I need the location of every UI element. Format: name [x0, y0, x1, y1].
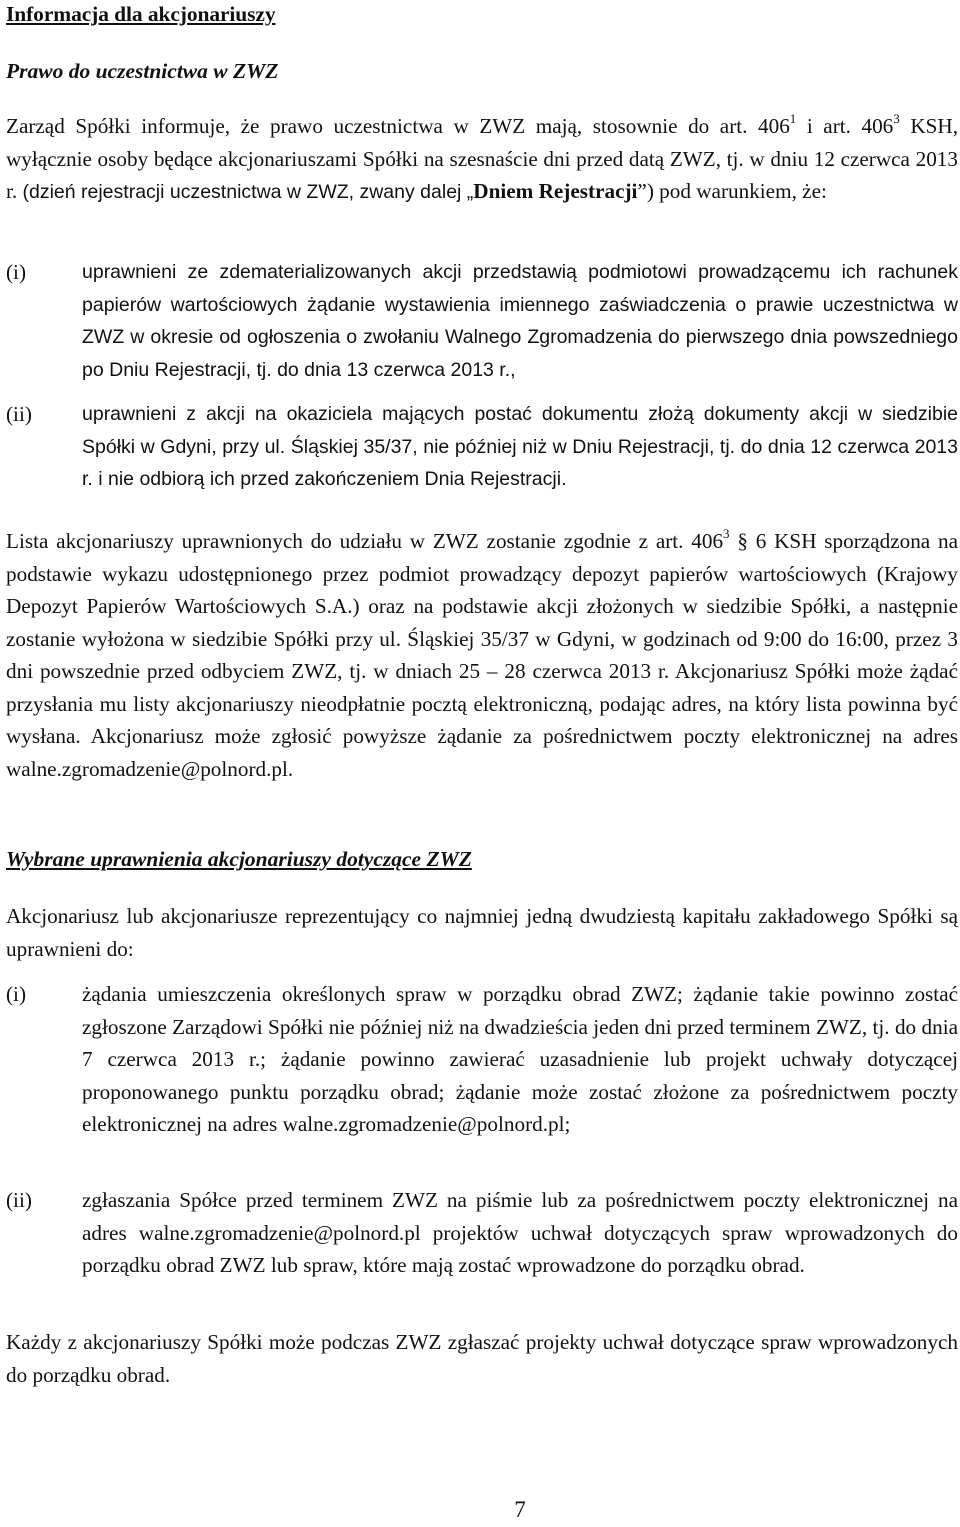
list-item-number: (i) [6, 982, 26, 1006]
intro-text-2: i art. 406 [796, 114, 894, 138]
page-heading: Informacja dla akcjonariuszy [6, 2, 276, 26]
intro-sup-1: 1 [789, 110, 797, 126]
closing-paragraph: Każdy z akcjonariuszy Spółki może podczas ZWZ zgłaszać projekty uchwał dotyczące spraw wprowadzonych do porządku obrad. [6, 1330, 958, 1387]
list-item-text: uprawnieni ze zdematerializowanych akcji przedstawią podmiotowi prowadzącemu ich rachunek papierów wartościowych żądanie wystawienia imiennego zaświadczenia o prawie uczestnictwa w ZWZ w okresie od ogłoszenia o zwołaniu Walnego Zgromadzenia do pierwszego dnia powszedniego po Dniu Rejestracji, tj. do dnia 13 czerwca 2013 r., [82, 261, 958, 381]
page-number: 7 [514, 1497, 526, 1522]
list-item-number: (ii) [6, 1188, 32, 1212]
section-title-rights: Wybrane uprawnienia akcjonariuszy dotyczące ZWZ [6, 847, 472, 871]
list-sup: 3 [723, 525, 730, 541]
list-item-number: (ii) [6, 402, 32, 426]
intro-bold-term: Dniem Rejestracji [473, 179, 638, 203]
list-item-text: uprawnieni z akcji na okaziciela mających postać dokumentu złożą dokumenty akcji w siedzibie Spółki w Gdyni, przy ul. Śląskiej 35/37, nie później niż w Dniu Rejestracji, tj. do dnia 12 czerwca 2013 r. i nie odbiorą ich przed zakończeniem Dnia Rejestracji. [82, 403, 958, 490]
list-item-text: żądania umieszczenia określonych spraw w porządku obrad ZWZ; żądanie takie powinno zostać zgłoszone Zarządowi Spółki nie później niż na dwadzieścia jeden dni przed terminem ZWZ, tj. do dnia 7 czerwca 2013 r.; żądanie powinno zawierać uzasadnienie lub projekt uchwały dotyczącej proponowanego punktu porządku obrad; żądanie może zostać złożone za pośrednictwem poczty elektronicznej na adres walne.zgromadzenie@polnord.pl; [82, 982, 958, 1136]
list-item-number: (i) [6, 260, 26, 284]
intro-text-3b: (dzień rejestracji uczestnictwa w ZWZ, zwany dalej „ [22, 181, 474, 203]
rights-intro-paragraph: Akcjonariusz lub akcjonariusze reprezentujący co najmniej jedną dwudziestą kapitału zakładowego Spółki są uprawnieni do: [6, 904, 958, 961]
intro-text-1: Zarząd Spółki informuje, że prawo uczestnictwa w ZWZ mają, stosownie do art. 406 [6, 114, 790, 138]
intro-text-4: ”) pod warunkiem, że: [637, 179, 827, 203]
section-title-participation: Prawo do uczestnictwa w ZWZ [6, 59, 279, 83]
list-text-2: § 6 KSH sporządzona na podstawie wykazu udostępnionego przez podmiot prowadzący depozyt papierów wartościowych (Krajowy Depozyt Papierów Wartościowych S.A.) oraz na podstawie akcji złożonych w siedzibie Spółki, a następnie zostanie wyłożona w siedzibie Spółki przy ul. Śląskiej 35/37 w Gdyni, w godzinach od 9:00 do 16:00, przez 3 dni powszednie przed odbyciem ZWZ, tj. w dniach 25 – 28 czerwca 2013 r. Akcjonariusz Spółki może żądać przysłania mu listy akcjonariuszy nieodpłatnie pocztą elektroniczną, podając adres, na który lista powinna być wysłana. Akcjonariusz może zgłosić powyższe żądanie za pośrednictwem poczty elektronicznej na adres walne.zgromadzenie@polnord.pl. [6, 529, 958, 781]
intro-paragraph [6, 110, 958, 209]
intro-sup-2: 3 [893, 110, 900, 126]
intro-text-3a: KSH, wyłącznie osoby będące akcjonariuszami Spółki na szesnaście dni przed datą ZWZ, tj. w dniu 12 czerwca 2013 r. [6, 114, 958, 203]
list-text-1: Lista akcjonariuszy uprawnionych do udziału w ZWZ zostanie zgodnie z art. 406 [6, 529, 724, 553]
list-item-text: zgłaszania Spółce przed terminem ZWZ na piśmie lub za pośrednictwem poczty elektronicznej na adres walne.zgromadzenie@polnord.pl projektów uchwał dotyczących spraw wprowadzonych do porządku obrad ZWZ lub spraw, które mają zostać wprowadzone do porządku obrad. [82, 1188, 958, 1277]
shareholder-list-paragraph [6, 525, 958, 785]
